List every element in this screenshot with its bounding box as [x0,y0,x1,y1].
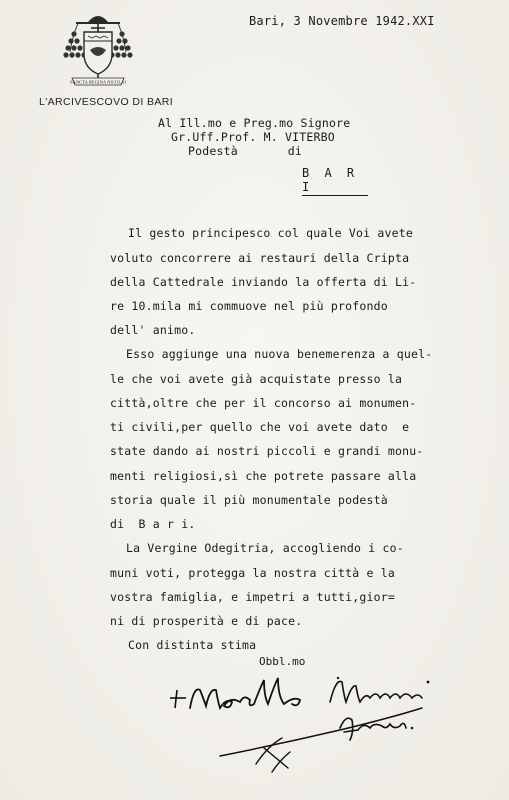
closing-line: Con distinta stima [128,638,257,652]
body-line: re 10.mila mi commuove nel più profondo [110,299,388,313]
body-line: vostra famiglia, e impetri a tutti,gior= [110,590,395,604]
body-line: di B a r i. [110,517,196,531]
dateline: Bari, 3 Novembre 1942.XXI [249,14,435,28]
handwritten-signature [160,668,445,778]
motto-text: SANCTA REGINA NICOLAI [69,79,127,85]
body-line: della Cattedrale inviando la offerta di Li- [110,275,417,289]
body-line: storia quale il più monumentale podestà [110,493,388,507]
letterhead-title: L'ARCIVESCOVO DI BARI [39,96,174,108]
archiepiscopal-coat-of-arms-icon [62,8,134,90]
recipient-name: Gr.Uff.Prof. M. VITERBO [171,130,335,144]
signature-label: Obbl.mo [259,655,306,668]
body-line: voluto concorrere ai restauri della Cripta [110,251,410,265]
body-line: dell' animo. [110,323,196,337]
body-line: muni voti, protegga la nostra città e la [110,566,395,580]
recipient-role: Podestà di [188,144,302,158]
body-line: menti religiosi,sì che potrete passare alla [110,469,417,483]
body-line: ni di prosperità e di pace. [110,614,303,628]
body-line: La Vergine Odegitria, accogliendo i co- [126,541,404,555]
body-line: Il gesto principesco col quale Voi avete [128,226,413,240]
body-line: le che voi avete già acquistate presso la [110,372,403,386]
body-line: città,oltre che per il concorso ai monumen- [110,396,417,410]
body-line: state dando ai nostri piccoli e grandi monu- [110,444,424,458]
body-line: ti civili,per quello che voi avete dato e [110,420,410,434]
recipient-city: B A R I [302,166,368,196]
recipient-salutation: Al Ill.mo e Preg.mo Signore [158,116,351,130]
body-line: Esso aggiunge una nuova benemerenza a quel- [126,347,433,361]
